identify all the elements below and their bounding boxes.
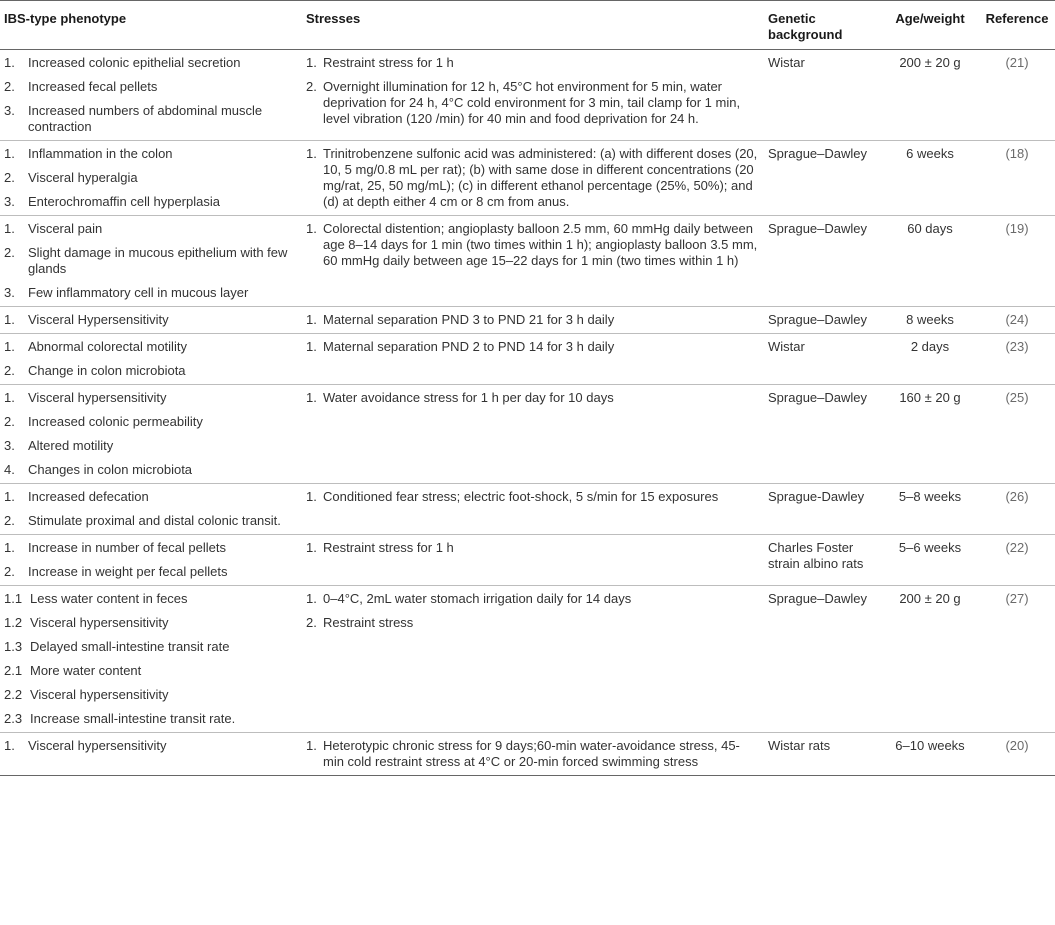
age-weight-cell: 5–6 weeks — [881, 535, 979, 586]
stress-text: Restraint stress for 1 h — [323, 55, 454, 70]
phenotype-text: Visceral pain — [28, 221, 103, 236]
phenotype-item — [4, 170, 298, 186]
phenotype-item — [4, 245, 298, 277]
table-row — [0, 385, 1055, 484]
age-weight-cell: 200 ± 20 g — [881, 586, 979, 733]
phenotype-number: 2. — [4, 79, 15, 94]
stress-number: 1. — [306, 312, 317, 327]
age-weight-cell: 160 ± 20 g — [881, 385, 979, 484]
phenotype-item — [4, 462, 298, 478]
phenotype-text: Increased defecation — [28, 489, 149, 504]
phenotype-number: 3. — [4, 285, 15, 300]
phenotype-item — [4, 312, 298, 328]
phenotype-text: Visceral hypersensitivity — [28, 390, 167, 405]
phenotype-number: 2. — [4, 513, 15, 528]
stress-item — [306, 738, 760, 770]
genetic-background-cell: Sprague–Dawley — [764, 307, 881, 334]
phenotype-number: 1.1 — [4, 591, 23, 606]
phenotype-cell — [0, 216, 302, 307]
age-weight-cell: 6–10 weeks — [881, 733, 979, 776]
phenotype-item — [4, 711, 298, 727]
phenotype-item — [4, 414, 298, 430]
phenotype-item — [4, 103, 298, 135]
phenotype-number: 3. — [4, 103, 15, 118]
phenotype-number: 1. — [4, 221, 15, 236]
stress-item — [306, 55, 760, 71]
table-row — [0, 535, 1055, 586]
header-age-weight: Age/weight — [881, 1, 979, 50]
phenotype-item — [4, 540, 298, 556]
table-row — [0, 484, 1055, 535]
stress-text: Maternal separation PND 2 to PND 14 for 3 h daily — [323, 339, 615, 354]
phenotype-text: Visceral hyperalgia — [28, 170, 138, 185]
stress-number: 1. — [306, 489, 317, 504]
phenotype-text: Changes in colon microbiota — [28, 462, 193, 477]
genetic-background-cell: Sprague–Dawley — [764, 586, 881, 733]
phenotype-text: Enterochromaffin cell hyperplasia — [28, 194, 220, 209]
phenotype-item — [4, 146, 298, 162]
phenotype-number: 2. — [4, 564, 15, 579]
stresses-cell — [302, 50, 764, 141]
phenotype-item — [4, 221, 298, 237]
table-row — [0, 50, 1055, 141]
phenotype-item — [4, 639, 298, 655]
reference-link[interactable]: (22) — [979, 535, 1055, 586]
stress-text: Restraint stress — [323, 615, 414, 630]
phenotype-item — [4, 663, 298, 679]
table-body — [0, 50, 1055, 776]
phenotype-item — [4, 738, 298, 754]
stress-text: Overnight illumination for 12 h, 45°C hot environment for 5 min, water deprivation for 24 h, 4°C cold environment for 3 min, tail clamp for 1 min, level vibration (120 /min) for 40 min and food deprivation for 24 h. — [323, 79, 741, 126]
phenotype-text: Increased colonic permeability — [28, 414, 203, 429]
stress-item — [306, 591, 760, 607]
genetic-background-cell: Wistar — [764, 50, 881, 141]
header-stresses: Stresses — [302, 1, 764, 50]
phenotype-text: Visceral hypersensitivity — [28, 738, 167, 753]
stress-number: 1. — [306, 540, 317, 555]
reference-link[interactable]: (18) — [979, 141, 1055, 216]
stress-text: Maternal separation PND 3 to PND 21 for 3 h daily — [323, 312, 615, 327]
reference-link[interactable]: (19) — [979, 216, 1055, 307]
phenotype-text: Delayed small-intestine transit rate — [30, 639, 230, 654]
stress-text: Colorectal distention; angioplasty balloon 2.5 mm, 60 mmHg daily between age 8–14 days for 1 min (two times within 1 h); angioplasty balloon 3.5 mm, 60 mmHg daily between age 15–22 days for 1 min (two times within 1 h) — [323, 221, 758, 268]
age-weight-cell: 60 days — [881, 216, 979, 307]
stress-number: 1. — [306, 339, 317, 354]
phenotype-item — [4, 564, 298, 580]
genetic-background-cell: Sprague–Dawley — [764, 385, 881, 484]
stress-text: Restraint stress for 1 h — [323, 540, 454, 555]
phenotype-number: 4. — [4, 462, 15, 477]
stress-item — [306, 339, 760, 355]
phenotype-cell — [0, 385, 302, 484]
genetic-background-cell: Charles Foster strain albino rats — [764, 535, 881, 586]
phenotype-text: Few inflammatory cell in mucous layer — [28, 285, 249, 300]
reference-link[interactable]: (20) — [979, 733, 1055, 776]
phenotype-number: 2. — [4, 170, 15, 185]
phenotype-text: Visceral hypersensitivity — [30, 615, 169, 630]
stress-item — [306, 312, 760, 328]
phenotype-number: 1.2 — [4, 615, 23, 630]
phenotype-item — [4, 390, 298, 406]
phenotype-number: 1. — [4, 312, 15, 327]
phenotype-item — [4, 591, 298, 607]
phenotype-text: Altered motility — [28, 438, 114, 453]
phenotype-number: 3. — [4, 194, 15, 209]
phenotype-text: Change in colon microbiota — [28, 363, 186, 378]
phenotype-text: Increase in weight per fecal pellets — [28, 564, 228, 579]
phenotype-number: 1. — [4, 146, 15, 161]
phenotype-item — [4, 513, 298, 529]
phenotype-text: Inflammation in the colon — [28, 146, 173, 161]
phenotype-item — [4, 285, 298, 301]
phenotype-number: 1. — [4, 339, 15, 354]
phenotype-cell — [0, 484, 302, 535]
phenotype-number: 1. — [4, 738, 15, 753]
stresses-cell — [302, 385, 764, 484]
stress-number: 2. — [306, 79, 317, 94]
genetic-background-cell: Wistar — [764, 334, 881, 385]
reference-link[interactable]: (25) — [979, 385, 1055, 484]
phenotype-item — [4, 339, 298, 355]
phenotype-text: More water content — [30, 663, 142, 678]
phenotype-number: 1.3 — [4, 639, 23, 654]
phenotype-number: 2.3 — [4, 711, 23, 726]
genetic-background-cell: Sprague-Dawley — [764, 484, 881, 535]
phenotype-item — [4, 194, 298, 210]
phenotype-number: 1. — [4, 489, 15, 504]
phenotype-item — [4, 55, 298, 71]
stress-number: 1. — [306, 55, 317, 70]
phenotype-number: 2. — [4, 245, 15, 260]
age-weight-cell: 2 days — [881, 334, 979, 385]
age-weight-cell: 6 weeks — [881, 141, 979, 216]
header-row — [0, 1, 1055, 50]
phenotype-item — [4, 687, 298, 703]
stress-item — [306, 79, 760, 127]
stress-number: 1. — [306, 146, 317, 161]
genetic-background-cell: Sprague–Dawley — [764, 216, 881, 307]
phenotype-number: 1. — [4, 55, 15, 70]
age-weight-cell: 200 ± 20 g — [881, 50, 979, 141]
stress-item — [306, 390, 760, 406]
phenotype-text: Visceral Hypersensitivity — [28, 312, 169, 327]
phenotype-number: 2.2 — [4, 687, 23, 702]
phenotype-text: Increased fecal pellets — [28, 79, 158, 94]
stress-number: 1. — [306, 738, 317, 753]
phenotype-number: 3. — [4, 438, 15, 453]
reference-link[interactable]: (27) — [979, 586, 1055, 733]
table-row — [0, 334, 1055, 385]
reference-link[interactable]: (23) — [979, 334, 1055, 385]
phenotype-text: Increased colonic epithelial secretion — [28, 55, 241, 70]
phenotype-item — [4, 438, 298, 454]
stress-item — [306, 489, 760, 505]
phenotype-item — [4, 363, 298, 379]
stresses-cell — [302, 733, 764, 776]
stresses-cell — [302, 216, 764, 307]
phenotype-number: 1. — [4, 540, 15, 555]
stress-item — [306, 540, 760, 556]
stresses-cell — [302, 141, 764, 216]
table-row — [0, 307, 1055, 334]
stress-item — [306, 146, 760, 210]
phenotype-text: Increased numbers of abdominal muscle contraction — [28, 103, 263, 134]
phenotype-text: Less water content in feces — [30, 591, 188, 606]
reference-link[interactable]: (21) — [979, 50, 1055, 141]
phenotype-text: Abnormal colorectal motility — [28, 339, 187, 354]
phenotype-item — [4, 615, 298, 631]
stresses-cell — [302, 307, 764, 334]
phenotype-number: 2. — [4, 363, 15, 378]
age-weight-cell: 8 weeks — [881, 307, 979, 334]
stresses-cell — [302, 586, 764, 733]
phenotype-cell — [0, 535, 302, 586]
phenotype-cell — [0, 586, 302, 733]
table-row — [0, 586, 1055, 733]
stress-number: 1. — [306, 221, 317, 236]
phenotype-number: 2. — [4, 414, 15, 429]
phenotype-item — [4, 79, 298, 95]
stress-number: 1. — [306, 390, 317, 405]
header-reference: Reference — [979, 1, 1055, 50]
table-row — [0, 216, 1055, 307]
stress-text: Trinitrobenzene sulfonic acid was administered: (a) with different doses (20, 10, 5 mg/0.8 mL per rat); (b) with same dose in different concentrations (20 mg/rat, 25, 50 mg/mL); (c) in different ethanol percentage (25%, 50%); and (d) at depth either 4 cm or 8 cm from anus. — [323, 146, 758, 209]
stress-item — [306, 221, 760, 269]
phenotype-text: Increase small-intestine transit rate. — [30, 711, 236, 726]
phenotype-cell — [0, 334, 302, 385]
phenotype-cell — [0, 141, 302, 216]
phenotype-cell — [0, 50, 302, 141]
stresses-cell — [302, 484, 764, 535]
stress-text: 0–4°C, 2mL water stomach irrigation daily for 14 days — [323, 591, 632, 606]
stress-text: Heterotypic chronic stress for 9 days;60-min water-avoidance stress, 45-min cold restraint stress at 4°C or 20-min forced swimming stress — [323, 738, 740, 769]
reference-link[interactable]: (26) — [979, 484, 1055, 535]
phenotype-number: 1. — [4, 390, 15, 405]
phenotype-cell — [0, 733, 302, 776]
stress-text: Conditioned fear stress; electric foot-shock, 5 s/min for 15 exposures — [323, 489, 719, 504]
phenotype-text: Slight damage in mucous epithelium with few glands — [28, 245, 288, 276]
table-header — [0, 1, 1055, 50]
age-weight-cell: 5–8 weeks — [881, 484, 979, 535]
stress-number: 2. — [306, 615, 317, 630]
phenotype-item — [4, 489, 298, 505]
table-row — [0, 733, 1055, 776]
stress-item — [306, 615, 760, 631]
phenotype-number: 2.1 — [4, 663, 23, 678]
header-genetic-background: Genetic background — [764, 1, 881, 50]
table-row — [0, 141, 1055, 216]
stress-text: Water avoidance stress for 1 h per day for 10 days — [323, 390, 614, 405]
genetic-background-cell: Wistar rats — [764, 733, 881, 776]
stresses-cell — [302, 334, 764, 385]
genetic-background-cell: Sprague–Dawley — [764, 141, 881, 216]
stresses-cell — [302, 535, 764, 586]
phenotype-cell — [0, 307, 302, 334]
header-phenotype: IBS-type phenotype — [0, 1, 302, 50]
phenotype-text: Visceral hypersensitivity — [30, 687, 169, 702]
stress-number: 1. — [306, 591, 317, 606]
phenotype-text: Stimulate proximal and distal colonic transit. — [28, 513, 281, 528]
reference-link[interactable]: (24) — [979, 307, 1055, 334]
phenotype-text: Increase in number of fecal pellets — [28, 540, 226, 555]
